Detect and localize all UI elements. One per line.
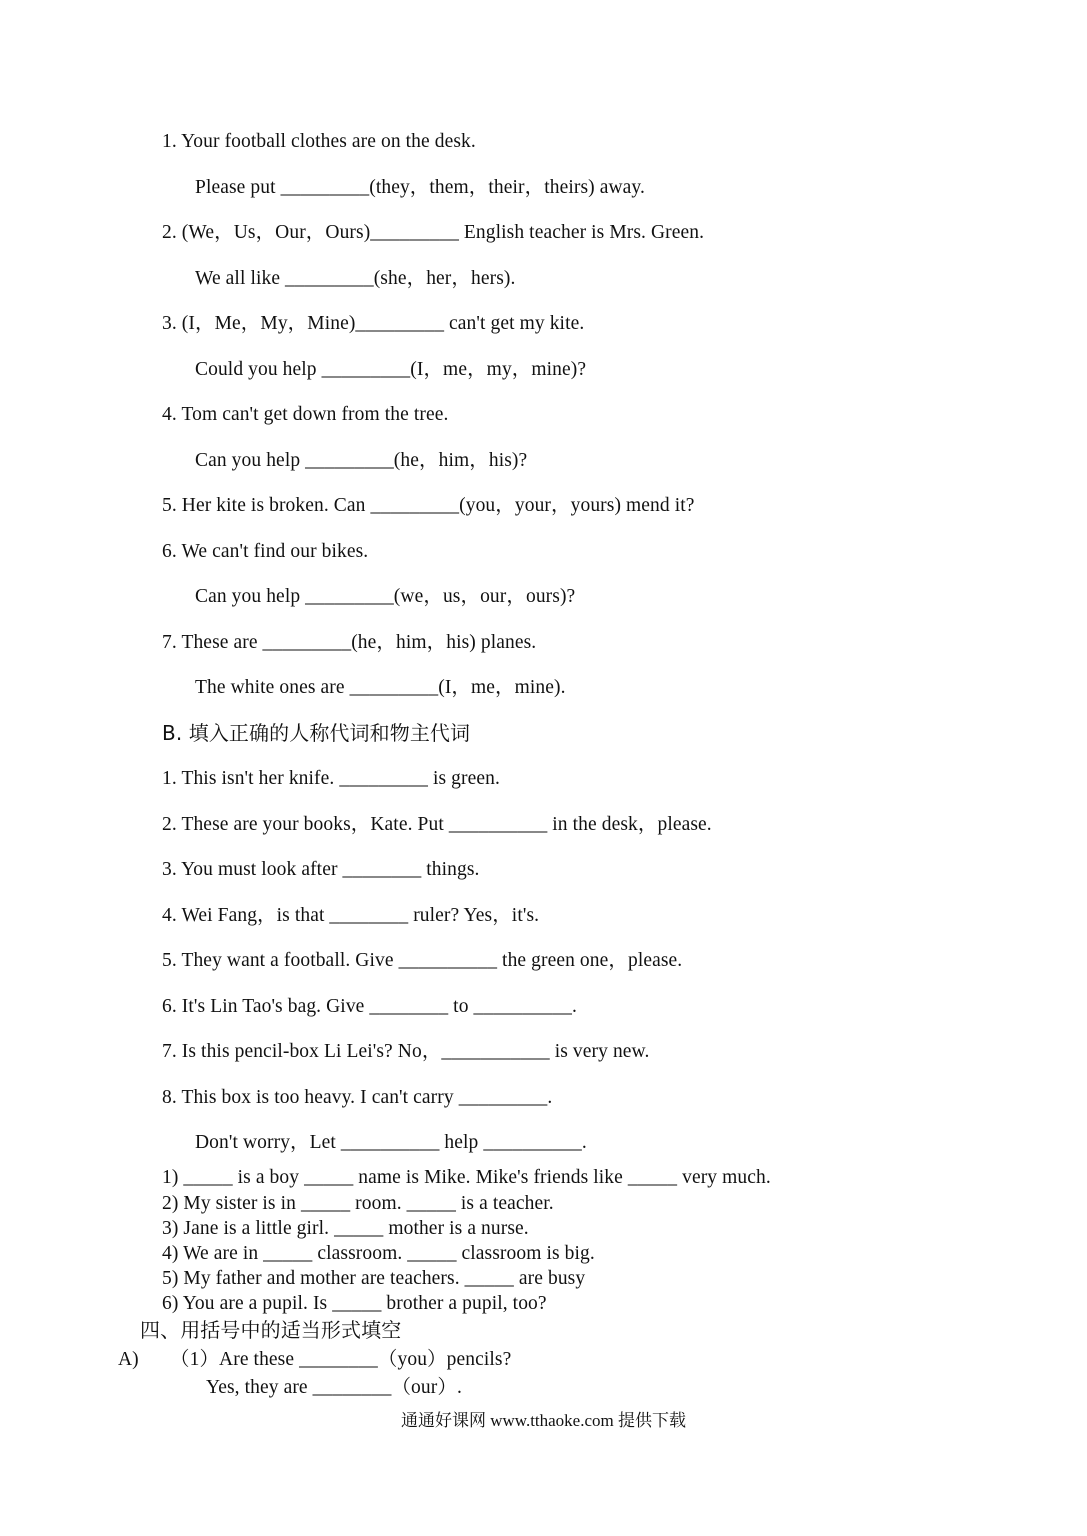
exercise-line: 6. It's Lin Tao's bag. Give ________ to __________. — [162, 996, 577, 1017]
exercise-line: 1. Your football clothes are on the desk. — [162, 131, 476, 152]
exercise-line: （1）Are these ________（you）pencils? — [170, 1349, 512, 1370]
exercise-line: 3. You must look after ________ things. — [162, 859, 480, 880]
section-4-label: A) — [118, 1349, 139, 1370]
list-item: 6) You are a pupil. Is _____ brother a pupil, too? — [162, 1293, 547, 1314]
exercise-line: Don't worry，Let __________ help __________. — [195, 1132, 587, 1153]
section-4-heading: 四、用括号中的适当形式填空 — [140, 1318, 402, 1342]
list-item: 5) My father and mother are teachers. _____ are busy — [162, 1268, 586, 1289]
exercise-line: 4. Wei Fang，is that ________ ruler? Yes，it's. — [162, 905, 540, 926]
exercise-line: 6. We can't find our bikes. — [162, 541, 369, 562]
exercise-line: Please put _________(they，them，their，theirs) away. — [195, 177, 645, 198]
exercise-line: The white ones are _________(I，me，mine). — [195, 677, 566, 698]
exercise-line: 2. These are your books，Kate. Put __________ in the desk，please. — [162, 814, 712, 835]
exercise-line: 1. This isn't her knife. _________ is green. — [162, 768, 500, 789]
exercise-line: We all like _________(she，her，hers). — [195, 268, 516, 289]
exercise-line: Can you help _________(he，him，his)? — [195, 450, 528, 471]
exercise-line: Yes, they are ________（our）. — [206, 1377, 462, 1398]
list-item: 1) _____ is a boy _____ name is Mike. Mike's friends like _____ very much. — [162, 1167, 771, 1188]
exercise-line: 2. (We，Us，Our，Ours)_________ English teacher is Mrs. Green. — [162, 222, 705, 243]
section-b-heading: B. 填入正确的人称代词和物主代词 — [162, 721, 471, 745]
page-footer: 通通好课网 www.tthaoke.com 提供下载 — [400, 1411, 687, 1430]
exercise-line: 8. This box is too heavy. I can't carry _________. — [162, 1087, 553, 1108]
exercise-line: 7. These are _________(he，him，his) planes. — [162, 632, 537, 653]
exercise-line: 5. Her kite is broken. Can _________(you，your，yours) mend it? — [162, 495, 695, 516]
exercise-line: Could you help _________(I，me，my，mine)? — [195, 359, 587, 380]
exercise-line: 5. They want a football. Give __________ the green one，please. — [162, 950, 683, 971]
exercise-line: 3. (I，Me，My，Mine)_________ can't get my kite. — [162, 313, 585, 334]
exercise-line: 7. Is this pencil-box Li Lei's? No，___________ is very new. — [162, 1041, 650, 1062]
list-item: 2) My sister is in _____ room. _____ is a teacher. — [162, 1193, 554, 1214]
exercise-line: 4. Tom can't get down from the tree. — [162, 404, 449, 425]
list-item: 4) We are in _____ classroom. _____ classroom is big. — [162, 1243, 595, 1264]
exercise-line: Can you help _________(we，us，our，ours)? — [195, 586, 576, 607]
list-item: 3) Jane is a little girl. _____ mother is a nurse. — [162, 1218, 529, 1239]
